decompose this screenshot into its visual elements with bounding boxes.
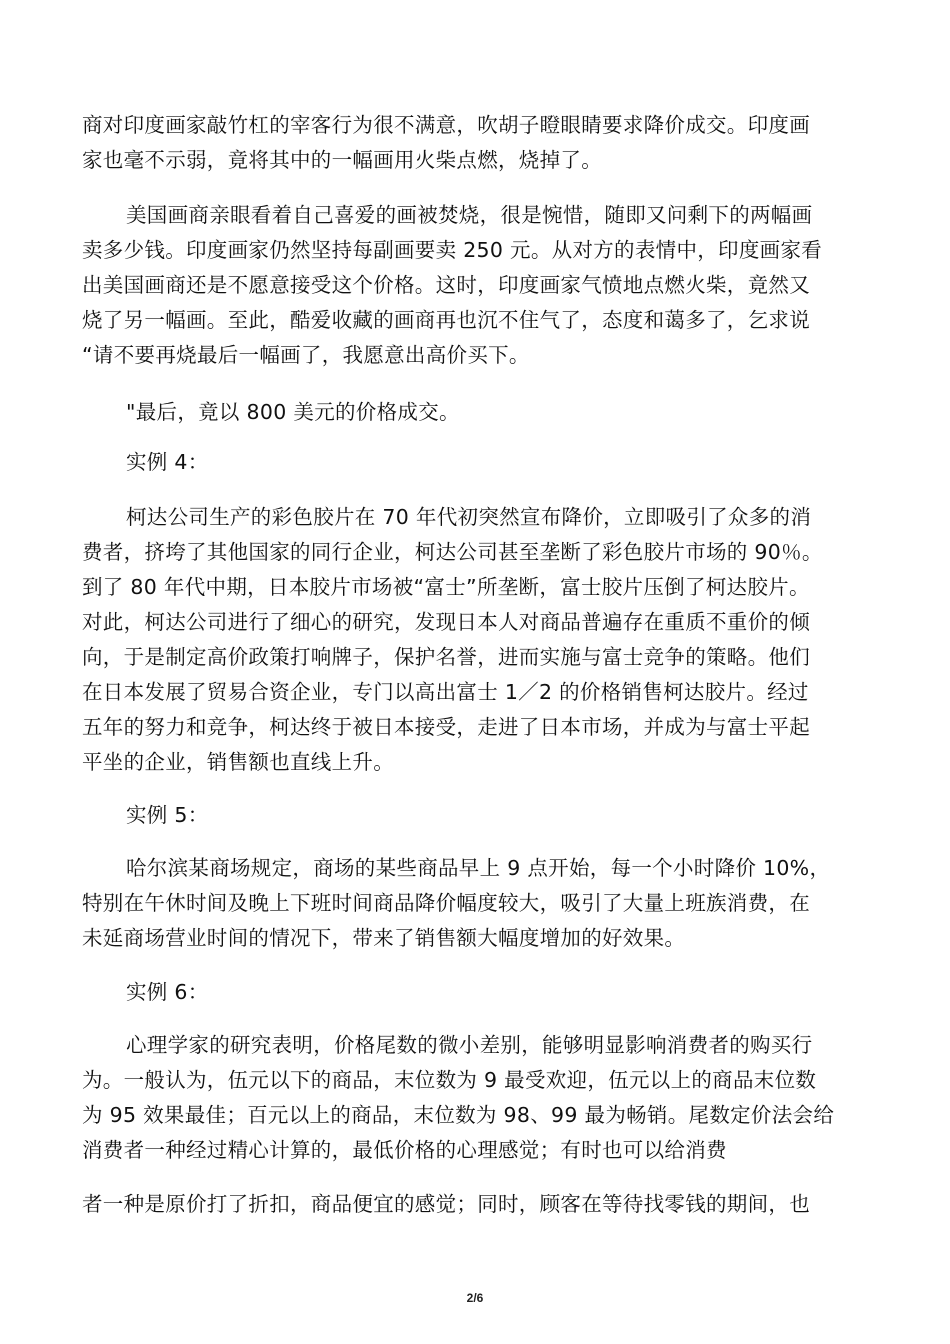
text-line: 消费者一种经过精心计算的，最低价格的心理感觉；有时也可以给消费 (82, 1138, 727, 1162)
text-line: “请不要再烧最后一幅画了，我愿意出高价买下。 (82, 343, 530, 367)
text-line: 在日本发展了贸易合资企业，专门以高出富士 1／2 的价格销售柯达胶片。经过 (82, 680, 809, 704)
text-line: "最后，竟以 800 美元的价格成交。 (126, 400, 460, 424)
text-line: 平坐的企业，销售额也直线上升。 (82, 750, 394, 774)
section-heading: 实例 6： (126, 980, 209, 1004)
page-number: 2/6 (466, 1291, 484, 1305)
text-line: 为 95 效果最佳；百元以上的商品，末位数为 98、99 最为畅销。尾数定价法会给 (82, 1103, 835, 1127)
text-line: 到了 80 年代中期，日本胶片市场被“富士”所垄断，富士胶片压倒了柯达胶片。 (82, 575, 810, 599)
text-line: 商对印度画家敲竹杠的宰客行为很不满意，吹胡子瞪眼睛要求降价成交。印度画 (82, 113, 810, 137)
text-line: 美国画商亲眼看着自己喜爱的画被焚烧，很是惋惜，随即又问剩下的两幅画 (126, 203, 813, 227)
text-line: 出美国画商还是不愿意接受这个价格。这时，印度画家气愤地点燃火柴，竟然又 (82, 273, 810, 297)
text-line: 对此，柯达公司进行了细心的研究，发现日本人对商品普遍存在重质不重价的倾 (82, 610, 810, 634)
section-heading: 实例 4： (126, 450, 209, 474)
text-line: 为。一般认为，伍元以下的商品，末位数为 9 最受欢迎，伍元以上的商品末位数 (82, 1068, 817, 1092)
text-line: 心理学家的研究表明，价格尾数的微小差别，能够明显影响消费者的购买行 (126, 1033, 813, 1057)
text-line: 向，于是制定高价政策打响牌子，保护名誉，进而实施与富士竞争的策略。他们 (82, 645, 810, 669)
text-line: 柯达公司生产的彩色胶片在 70 年代初突然宣布降价，立即吸引了众多的消 (126, 505, 812, 529)
text-line: 特别在午休时间及晚上下班时间商品降价幅度较大，吸引了大量上班族消费，在 (82, 891, 810, 915)
text-line: 卖多少钱。印度画家仍然坚持每副画要卖 250 元。从对方的表情中，印度画家看 (82, 238, 823, 262)
text-line: 家也毫不示弱，竟将其中的一幅画用火柴点燃，烧掉了。 (82, 148, 602, 172)
text-line: 烧了另一幅画。至此，酷爱收藏的画商再也沉不住气了，态度和蔼多了，乞求说 (82, 308, 810, 332)
text-line: 哈尔滨某商场规定，商场的某些商品早上 9 点开始，每一个小时降价 10%， (126, 856, 831, 880)
text-line: 者一种是原价打了折扣，商品便宜的感觉；同时，顾客在等待找零钱的期间，也 (82, 1192, 810, 1216)
section-heading: 实例 5： (126, 803, 209, 827)
text-line: 未延商场营业时间的情况下，带来了销售额大幅度增加的好效果。 (82, 926, 686, 950)
text-line: 五年的努力和竞争，柯达终于被日本接受，走进了日本市场，并成为与富士平起 (82, 715, 810, 739)
text-line: 费者，挤垮了其他国家的同行企业，柯达公司甚至垄断了彩色胶片市场的 90％。 (82, 540, 823, 564)
